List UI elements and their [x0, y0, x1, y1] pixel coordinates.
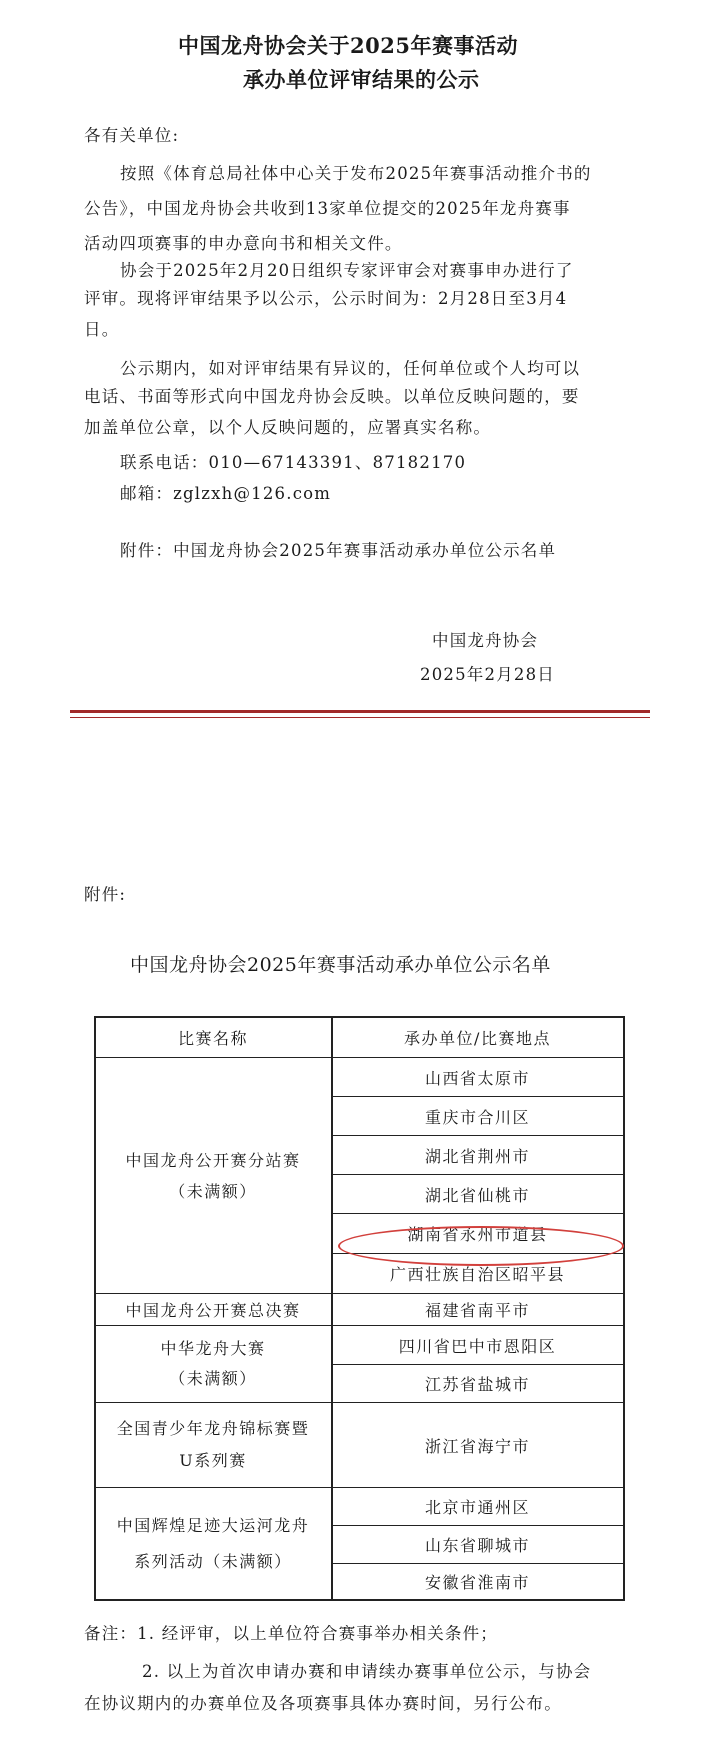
- event-cell-grand-canal: [95, 1488, 331, 1599]
- para3-line2: 电话、书面等形式向中国龙舟协会反映。以单位反映问题的，要: [84, 387, 580, 406]
- event-cell-open-final: 中国龙舟公开赛总决赛: [125, 1301, 301, 1320]
- host-cell: 湖南省永州市道县: [407, 1225, 548, 1244]
- highlight-circle: [338, 1226, 624, 1266]
- para1-line3: 活动四项赛事的申办意向书和相关文件。: [84, 234, 403, 253]
- salutation: 各有关单位:: [84, 126, 180, 145]
- attachment-title: 中国龙舟协会2025年赛事活动承办单位公示名单: [130, 954, 551, 976]
- event-name-line: 中国龙舟公开赛分站赛: [125, 1150, 301, 1170]
- host-cell: 山东省聊城市: [424, 1536, 530, 1555]
- note-1: 备注：1. 经评审，以上单位符合赛事举办相关条件；: [84, 1624, 498, 1643]
- event-cell-youth-championship: [95, 1403, 331, 1487]
- host-cell: 湖北省仙桃市: [424, 1185, 530, 1205]
- host-cell: 北京市通州区: [424, 1498, 530, 1517]
- para3-line3: 加盖单位公章，以个人反映问题的，应署真实名称。: [84, 418, 492, 437]
- host-cell: 江苏省盐城市: [424, 1375, 530, 1394]
- event-name-line: （未满额）: [169, 1181, 257, 1201]
- attachment-reference: 附件：中国龙舟协会2025年赛事活动承办单位公示名单: [120, 541, 557, 560]
- note-2-line1: 2. 以上为首次申请办赛和申请续办赛事单位公示，与协会: [142, 1662, 592, 1681]
- event-name-line: 中华龙舟大赛: [160, 1339, 266, 1358]
- event-cell-dragon-boat-race: [95, 1326, 331, 1402]
- host-cell: 湖北省荆州市: [424, 1146, 530, 1166]
- header-host-location: 承办单位/比赛地点: [404, 1028, 551, 1048]
- contact-email: 邮箱：zglzxh@126.com: [120, 484, 332, 503]
- host-cell: 重庆市合川区: [424, 1107, 530, 1127]
- host-cell: 广西壮族自治区昭平县: [389, 1265, 565, 1284]
- notice-title-line2: 承办单位评审结果的公示: [243, 67, 480, 92]
- host-cell: 山西省太原市: [424, 1068, 530, 1088]
- para2-line1: 协会于2025年2月20日组织专家评审会对赛事申办进行了: [120, 261, 574, 280]
- para2-line3: 日。: [84, 320, 120, 339]
- red-divider-thin: [70, 717, 650, 718]
- event-cell-open-series: [95, 1058, 331, 1293]
- signature-date: 2025年2月28日: [420, 665, 555, 684]
- event-name-line: 系列活动（未满额）: [134, 1551, 292, 1571]
- notice-title-line1: 中国龙舟协会关于2025年赛事活动: [178, 33, 518, 58]
- event-name-line: U系列赛: [179, 1451, 247, 1470]
- event-name-line: 中国辉煌足迹大运河龙舟: [116, 1515, 310, 1535]
- red-divider-thick: [70, 710, 650, 713]
- note-2-line2: 在协议期内的办赛单位及各项赛事具体办赛时间，另行公布。: [84, 1694, 562, 1713]
- header-event-name: 比赛名称: [177, 1028, 248, 1048]
- para3-line1: 公示期内，如对评审结果有异议的，任何单位或个人均可以: [120, 359, 581, 378]
- para2-line2: 评审。现将评审结果予以公示，公示时间为：2月28日至3月4: [84, 289, 568, 308]
- event-name-line: （未满额）: [169, 1369, 257, 1388]
- host-cell: 浙江省海宁市: [424, 1436, 530, 1456]
- attachment-label: 附件:: [84, 885, 127, 904]
- contact-phone: 联系电话：010—67143391、87182170: [120, 453, 467, 472]
- host-cell: 安徽省淮南市: [424, 1573, 530, 1592]
- signature-org: 中国龙舟协会: [432, 631, 539, 650]
- para1-line2: 公告》，中国龙舟协会共收到13家单位提交的2025年龙舟赛事: [84, 199, 571, 218]
- para1-line1: 按照《体育总局社体中心关于发布2025年赛事活动推介书的: [120, 164, 592, 183]
- event-name-line: 全国青少年龙舟锦标赛暨: [116, 1419, 310, 1438]
- host-cell: 福建省南平市: [424, 1301, 530, 1320]
- host-cell-highlighted: 四川省巴中市恩阳区: [398, 1336, 557, 1356]
